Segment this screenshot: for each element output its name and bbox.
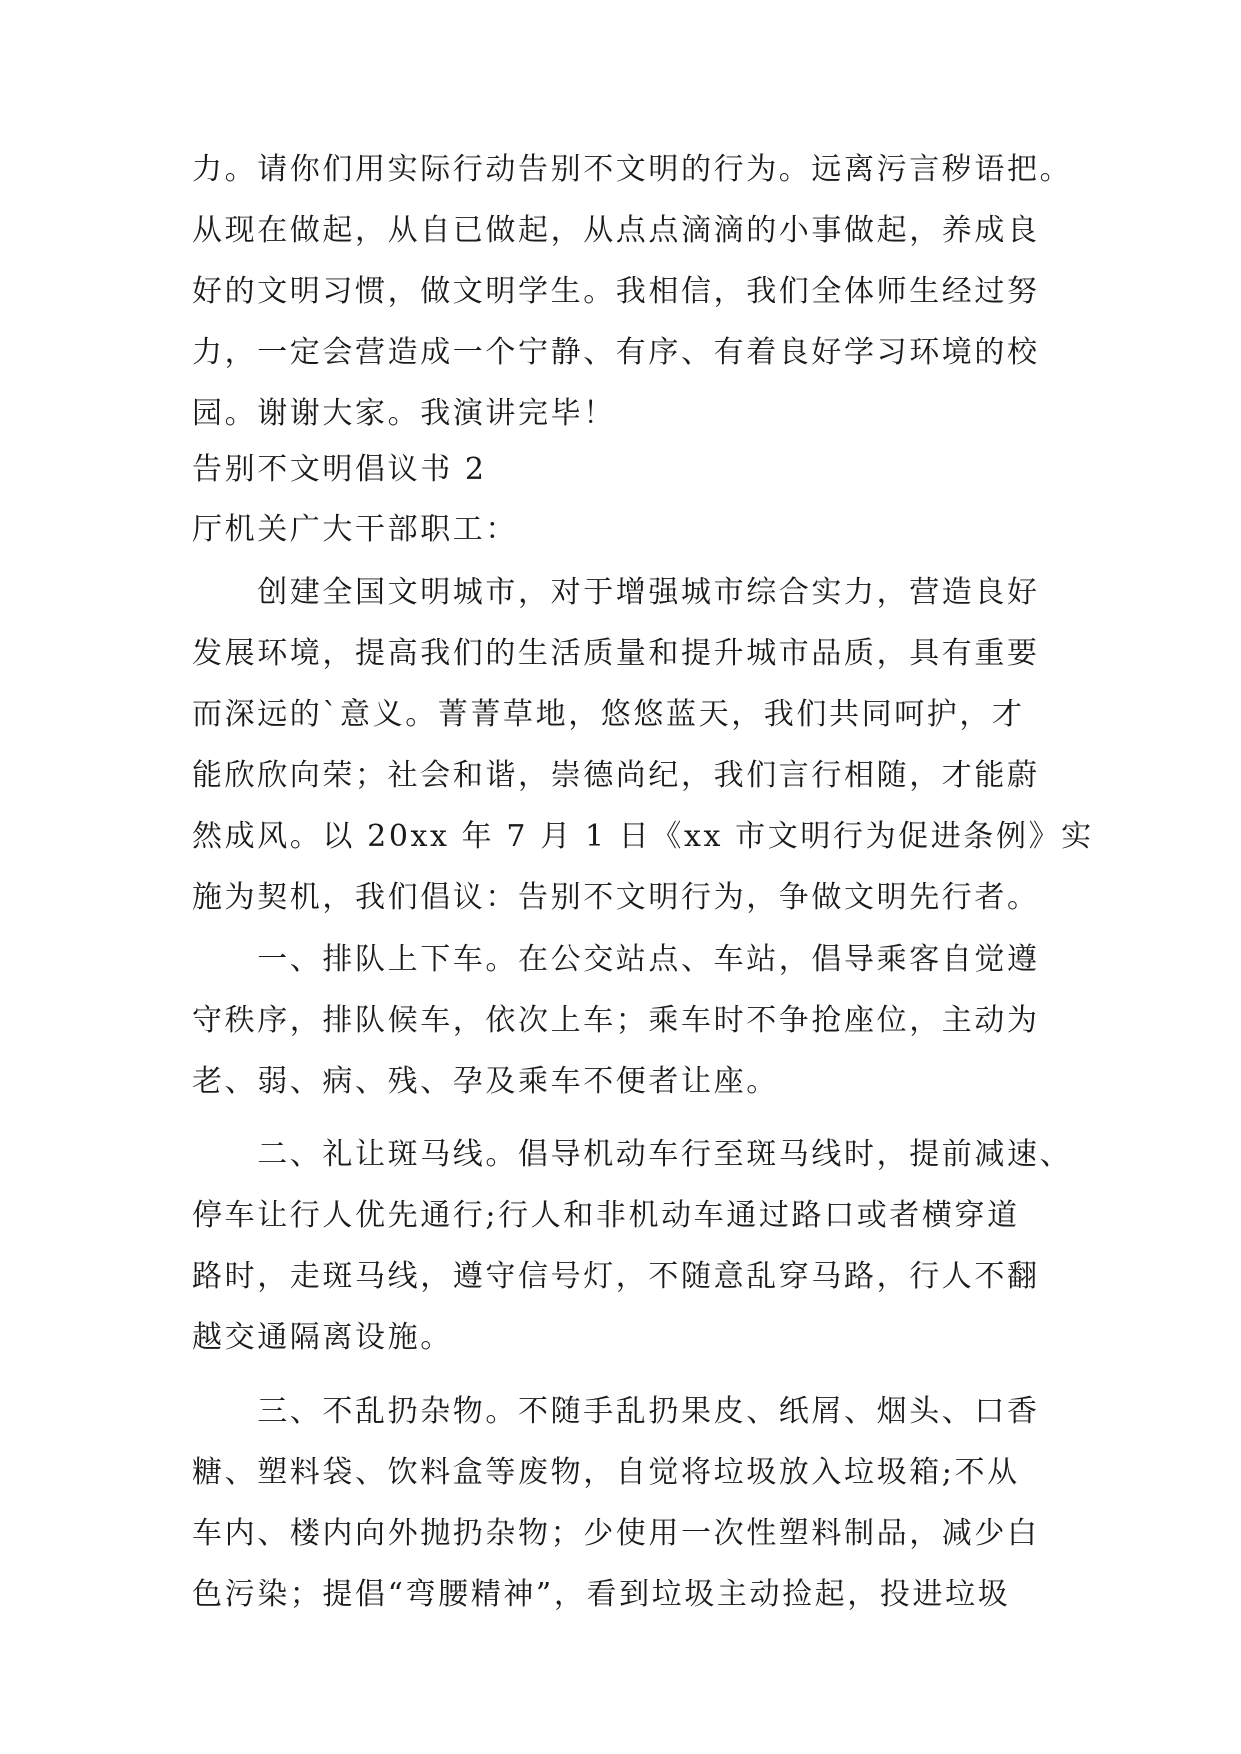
- text-line: 糖、塑料袋、饮料盒等废物，自觉将垃圾放入垃圾箱;不从: [192, 1455, 1020, 1490]
- text-line: 色污染；提倡“弯腰精神”，看到垃圾主动捡起，投进垃圾: [192, 1577, 1011, 1612]
- text-line: 停车让行人优先通行;行人和非机动车通过路口或者横穿道: [192, 1198, 1020, 1233]
- text-line: 发展环境，提高我们的生活质量和提升城市品质，具有重要: [192, 636, 1040, 671]
- text-line: 守秩序，排队候车，依次上车；乘车时不争抢座位，主动为: [192, 1003, 1040, 1038]
- text-line: 而深远的`意义。菁菁草地，悠悠蓝天，我们共同呵护，才: [192, 697, 1025, 732]
- text-line: 然成风。以 20xx 年 7 月 1 日《xx 市文明行为促进条例》实: [192, 819, 1094, 854]
- text-line: 三、不乱扔杂物。不随手乱扔果皮、纸屑、烟头、口香: [192, 1394, 1040, 1429]
- text-line: 能欣欣向荣；社会和谐，崇德尚纪，我们言行相随，才能蔚: [192, 758, 1040, 793]
- text-line: 一、排队上下车。在公交站点、车站，倡导乘客自觉遵: [192, 942, 1040, 977]
- text-line: 好的文明习惯，做文明学生。我相信，我们全体师生经过努: [192, 274, 1040, 309]
- text-line: 力。请你们用实际行动告别不文明的行为。远离污言秽语把。: [192, 152, 1073, 187]
- text-line: 路时，走斑马线，遵守信号灯，不随意乱穿马路，行人不翻: [192, 1259, 1040, 1294]
- section-title: 告别不文明倡议书 2: [192, 452, 487, 487]
- text-line: 越交通隔离设施。: [192, 1320, 453, 1355]
- text-line: 车内、楼内向外抛扔杂物；少使用一次性塑料制品，减少白: [192, 1516, 1040, 1551]
- text-line: 施为契机，我们倡议：告别不文明行为，争做文明先行者。: [192, 880, 1040, 915]
- salutation: 厅机关广大干部职工：: [192, 512, 518, 547]
- text-line: 老、弱、病、残、孕及乘车不便者让座。: [192, 1064, 779, 1099]
- text-line: 力，一定会营造成一个宁静、有序、有着良好学习环境的校: [192, 335, 1040, 370]
- text-line: 从现在做起，从自已做起，从点点滴滴的小事做起，养成良: [192, 213, 1040, 248]
- text-line: 创建全国文明城市，对于增强城市综合实力，营造良好: [192, 575, 1040, 610]
- text-line: 园。谢谢大家。我演讲完毕！: [192, 396, 616, 431]
- text-line: 二、礼让斑马线。倡导机动车行至斑马线时，提前减速、: [192, 1137, 1073, 1172]
